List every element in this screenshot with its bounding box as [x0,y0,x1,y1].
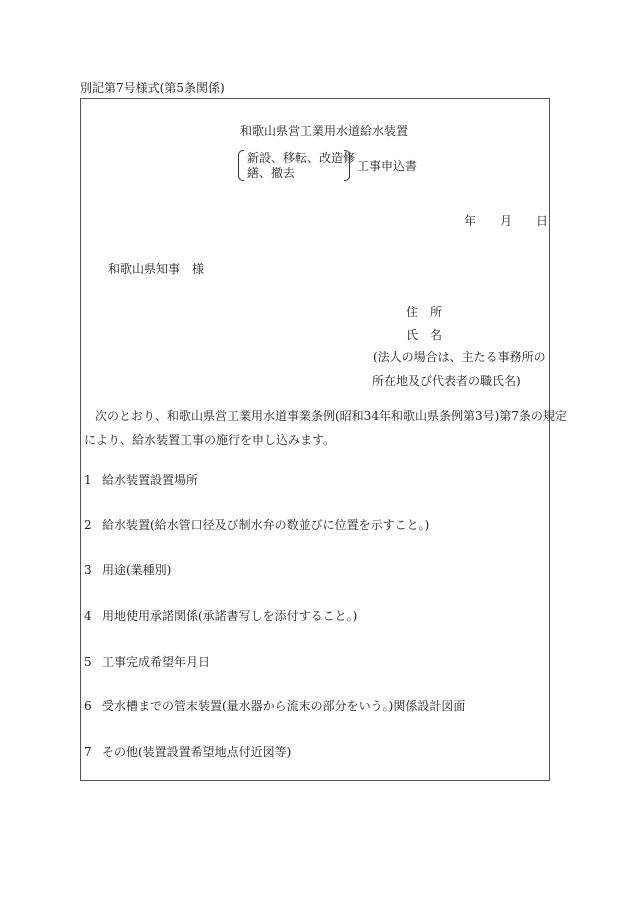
item-number: 4 [84,609,92,623]
date-day-label: 日 [536,214,549,228]
item-number: 6 [84,699,92,713]
corporation-note-line-2: 所在地及び代表者の職氏名) [372,374,521,388]
body-text-line-2: により、給水装置工事の施行を申し込みます。 [84,433,336,447]
item-number: 3 [84,563,92,577]
form-name: 工事申込書 [357,159,418,173]
list-item [84,473,198,487]
work-type-line-1: 新設、移転、改造修 [247,151,356,165]
corporation-note-line-1: (法人の場合は、主たる事務所の [373,350,546,364]
date-month-label: 月 [500,214,513,228]
item-text: 用地使用承諾関係(承諾書写しを添付すること。) [102,609,358,623]
item-number: 2 [84,518,92,532]
item-number: 1 [84,473,92,487]
work-type-line-2: 繕、撤去 [247,166,296,180]
item-text: 用途(業種別) [102,563,172,577]
form-caption: 別記第7号様式(第5条関係) [80,81,225,95]
applicant-address-label: 住 所 [406,305,443,319]
list-item [84,518,429,532]
work-type-options [247,151,355,181]
item-text: その他(装置設置希望地点付近図等) [102,745,292,759]
addressee: 和歌山県知事 様 [108,262,205,276]
date-year-label: 年 [464,214,477,228]
list-item [84,655,210,669]
right-brace [344,150,350,181]
left-brace [238,150,244,181]
item-number: 5 [84,655,92,669]
body-text-line-1: 次のとおり、和歌山県営工業用水道事業条例(昭和34年和歌山県条例第3号)第7条の規定 [95,409,567,423]
item-text: 給水装置(給水管口径及び制水弁の数並びに位置を示すこと。) [102,518,430,532]
list-item [84,745,291,759]
applicant-name-label: 氏 名 [406,328,443,342]
list-item [84,563,171,577]
item-text: 工事完成希望年月日 [102,655,211,669]
item-number: 7 [84,745,92,759]
item-text: 給水装置設置場所 [102,473,199,487]
list-item [84,609,357,623]
item-text: 受水槽までの管末装置(量水器から流末の部分をいう。)関係設計図面 [102,699,466,713]
form-title: 和歌山県営工業用水道給水装置 [240,124,409,138]
list-item [84,699,465,713]
